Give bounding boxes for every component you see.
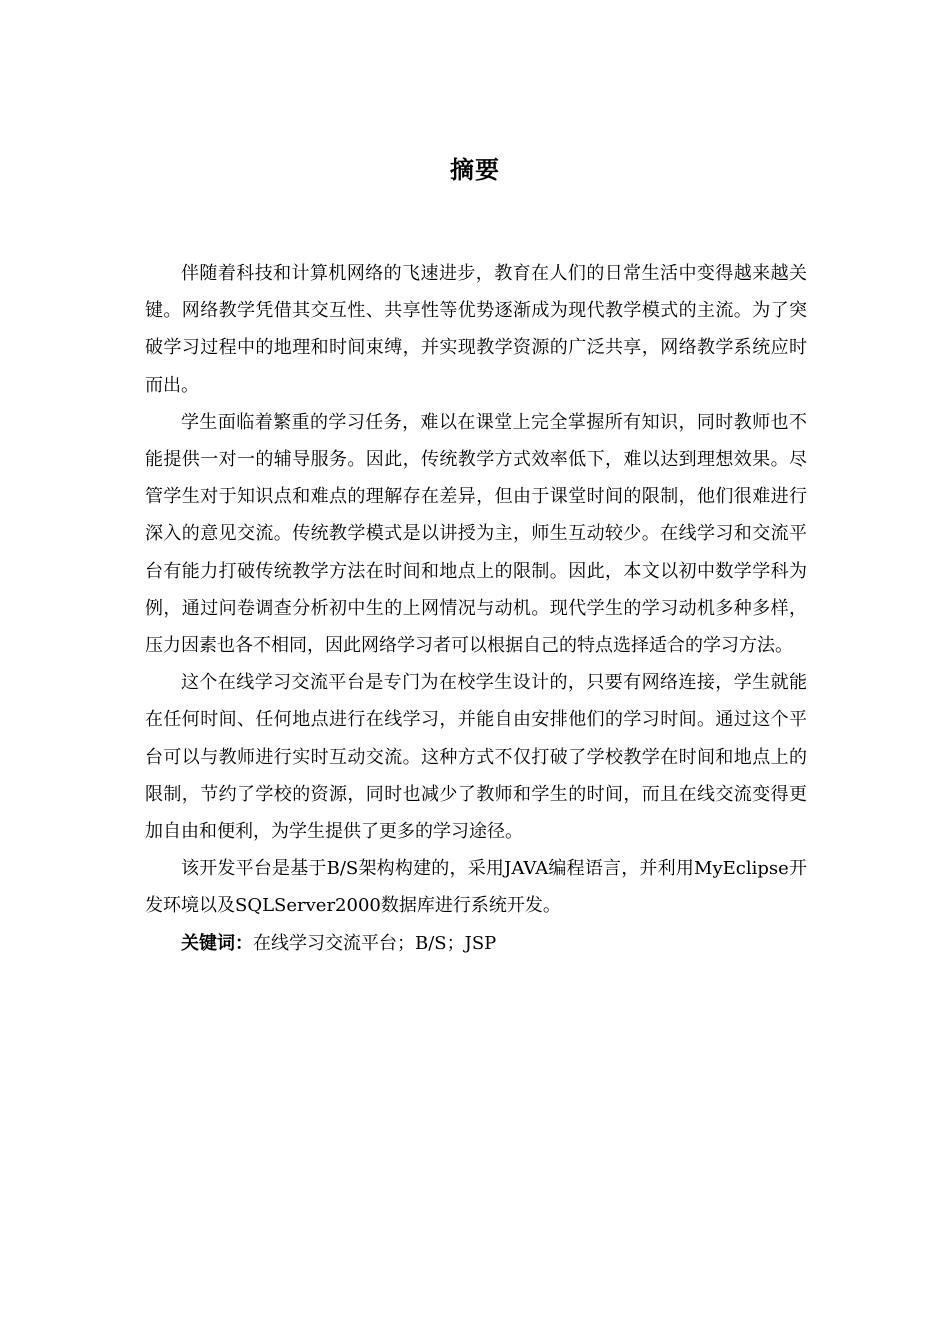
abstract-title: 摘要 [450, 155, 500, 184]
abstract-paragraph-1: 伴随着科技和计算机网络的飞速进步，教育在人们的日常生活中变得越来越关键。网络教学凭借其交互性、共享性等优势逐渐成为现代教学模式的主流。为了突破学习过程中的地理和时间束缚，并实现教学资源的广泛共享，网络教学系统应时而出。 [145, 263, 807, 396]
keywords-line [145, 925, 807, 962]
abstract-paragraph-2: 学生面临着繁重的学习任务，难以在课堂上完全掌握所有知识，同时教师也不能提供一对一的辅导服务。因此，传统教学方式效率低下，难以达到理想效果。尽管学生对于知识点和难点的理解存在差异，但由于课堂时间的限制，他们很难进行深入的意见交流。传统教学模式是以讲授为主，师生互动较少。在线学习和交流平台有能力打破传统教学方法在时间和地点上的限制。因此，本文以初中数学学科为例，通过问卷调查分析初中生的上网情况与动机。现代学生的学习动机多种多样，压力因素也各不相同，因此网络学习者可以根据自己的特点选择适合的学习方法。 [145, 411, 807, 657]
keywords-label: 关键词： [181, 932, 253, 954]
abstract-paragraph-3: 这个在线学习交流平台是专门为在校学生设计的，只要有网络连接，学生就能在任何时间、任何地点进行在线学习，并能自由安排他们的学习时间。通过这个平台可以与教师进行实时互动交流。这种方式不仅打破了学校教学在时间和地点上的限制，节约了学校的资源，同时也减少了教师和学生的时间，而且在线交流变得更加自由和便利，为学生提供了更多的学习途径。 [145, 672, 807, 843]
abstract-body [145, 255, 807, 962]
abstract-paragraph-4: 该开发平台是基于B/S架构构建的，采用JAVA编程语言，并利用MyEclipse开发环境以及SQLServer2000数据库进行系统开发。 [145, 858, 807, 917]
keywords-value: 在线学习交流平台；B/S；JSP [253, 932, 497, 954]
